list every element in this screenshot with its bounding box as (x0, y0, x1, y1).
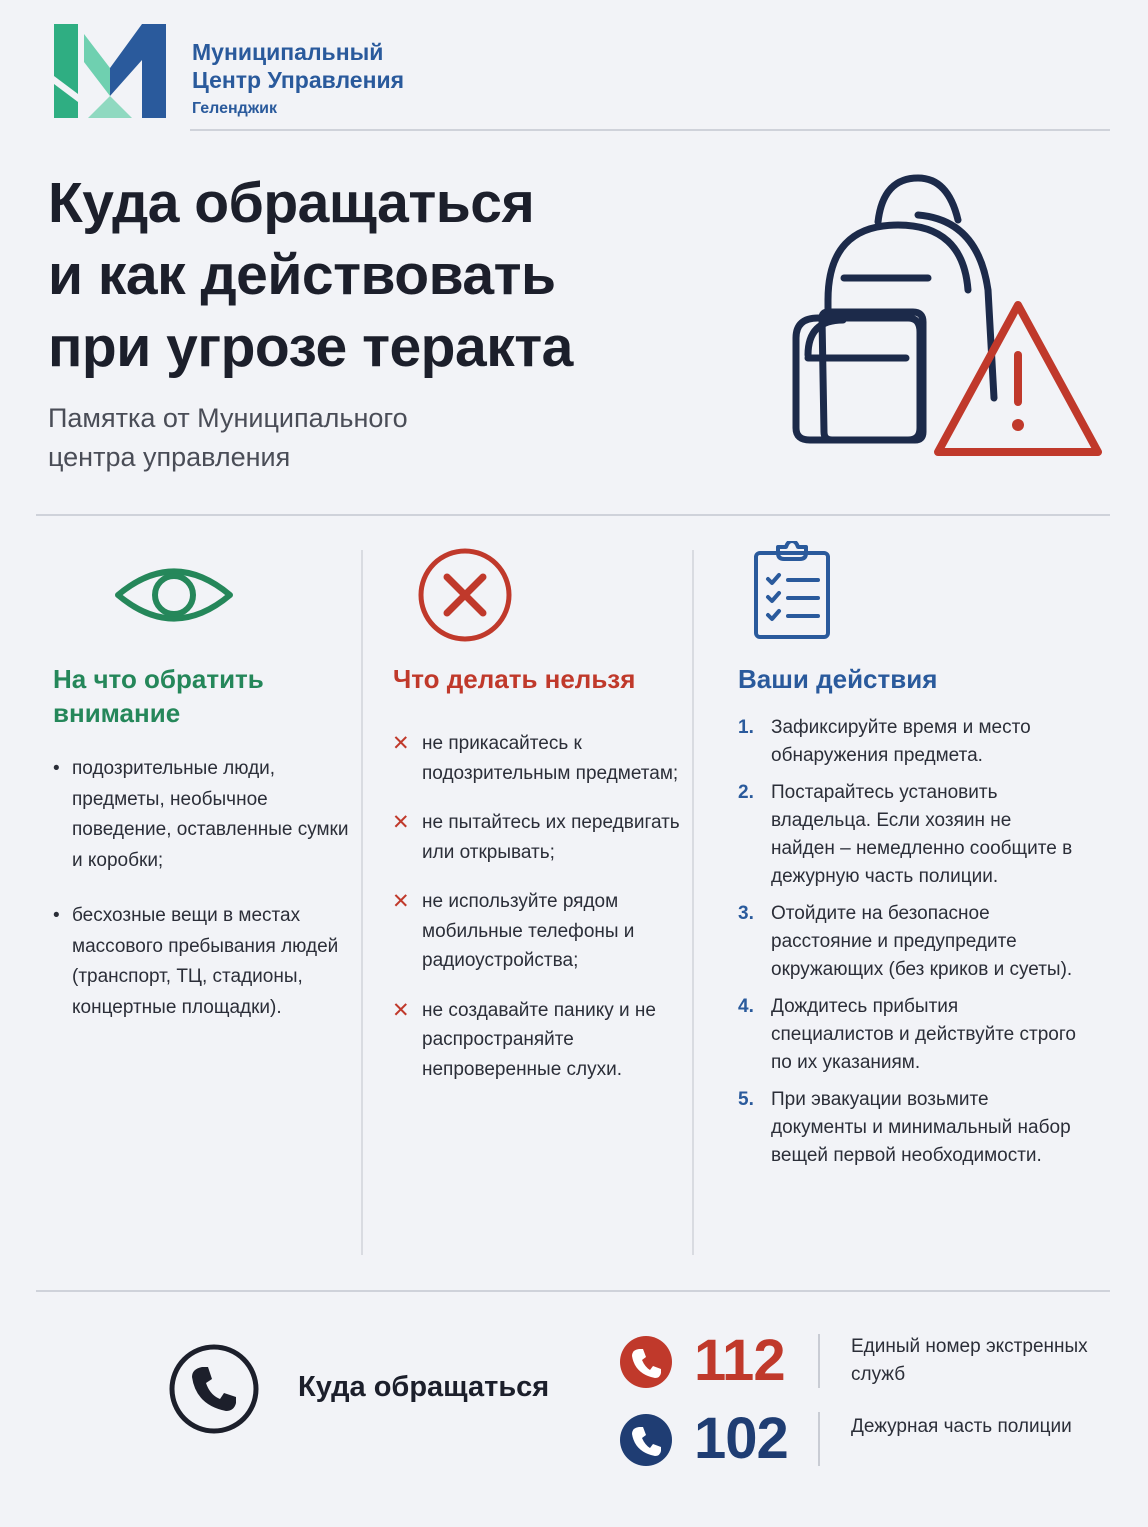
x-mark-icon: ✕ (392, 998, 410, 1022)
page-title-line3: при угрозе теракта (48, 315, 573, 379)
subtitle-line2: центра управления (48, 442, 291, 472)
list-item: ✕ не создавайте панику и не распространяйте непроверенные слухи. (392, 996, 682, 1085)
forbidden-list (392, 729, 682, 1104)
org-name-line1: Муниципальный (192, 39, 384, 65)
list-item: • подозрительные люди, предметы, необычное поведение, оставленные сумки и коробки; (53, 758, 349, 871)
footer-divider (36, 1290, 1110, 1292)
page-title-line1: Куда обращаться (48, 171, 535, 235)
section-divider (36, 514, 1110, 516)
forbidden-heading: Что делать нельзя (393, 664, 636, 694)
phone-description: Единый номер экстренных служб (851, 1336, 1088, 1385)
phone-badge-icon (620, 1414, 672, 1466)
x-mark-icon: ✕ (392, 890, 410, 913)
subtitle-line1: Памятка от Муниципального (48, 403, 408, 433)
org-city: Геленджик (192, 100, 278, 117)
header-divider (190, 129, 1110, 131)
x-circle-icon (417, 547, 513, 643)
list-item: 3. Отойдите на безопасное расстояние и предупредите окружающих (без криков и суеты). (738, 903, 1073, 980)
phone-divider (818, 1412, 820, 1466)
org-name-line2: Центр Управления (192, 67, 405, 93)
actions-heading: Ваши действия (738, 664, 938, 694)
list-item: ✕ не используйте рядом мобильные телефоны и радиоустройства; (392, 887, 682, 976)
list-item: • бесхозные вещи в местах массового пребывания людей (транспорт, ТЦ, стадионы, концертные площадки). (53, 905, 339, 1018)
list-item: 5. При эвакуации возьмите документы и минимальный набор вещей первой необходимости. (738, 1089, 1071, 1166)
list-item: ✕ не прикасайтесь к подозрительным предметам; (392, 729, 682, 788)
x-mark-icon: ✕ (392, 732, 410, 755)
phone-number-112[interactable]: 112 (694, 1328, 785, 1393)
phone-icon (168, 1343, 260, 1435)
logo-icon (54, 24, 166, 118)
clipboard-checklist-icon (752, 541, 832, 641)
phone-description: Дежурная часть полиции (851, 1416, 1072, 1437)
page-title-line2: и как действовать (48, 243, 556, 307)
actions-list (738, 714, 1078, 1179)
list-item: 4. Дождитесь прибытия специалистов и действуйте строго по их указаниям. (738, 996, 1076, 1073)
eye-icon (114, 560, 234, 630)
attention-list (52, 754, 352, 1048)
list-item: 1. Зафиксируйте время и место обнаружения предмета. (738, 717, 1031, 766)
column-divider (361, 550, 363, 1255)
column-divider (692, 550, 694, 1255)
backpack-warning-icon (788, 170, 1108, 470)
list-item: 2. Постарайтесь установить владельца. Если хозяин не найден – немедленно сообщите в дежурную часть полиции. (738, 782, 1073, 887)
attention-heading: На что обратить внимание (53, 664, 264, 728)
contact-label: Куда обращаться (298, 1371, 550, 1403)
phone-badge-icon (620, 1336, 672, 1388)
x-mark-icon: ✕ (392, 811, 410, 834)
phone-number-102[interactable]: 102 (694, 1406, 788, 1471)
list-item: ✕ не пытайтесь их передвигать или открывать; (392, 808, 682, 867)
phone-divider (818, 1334, 820, 1388)
